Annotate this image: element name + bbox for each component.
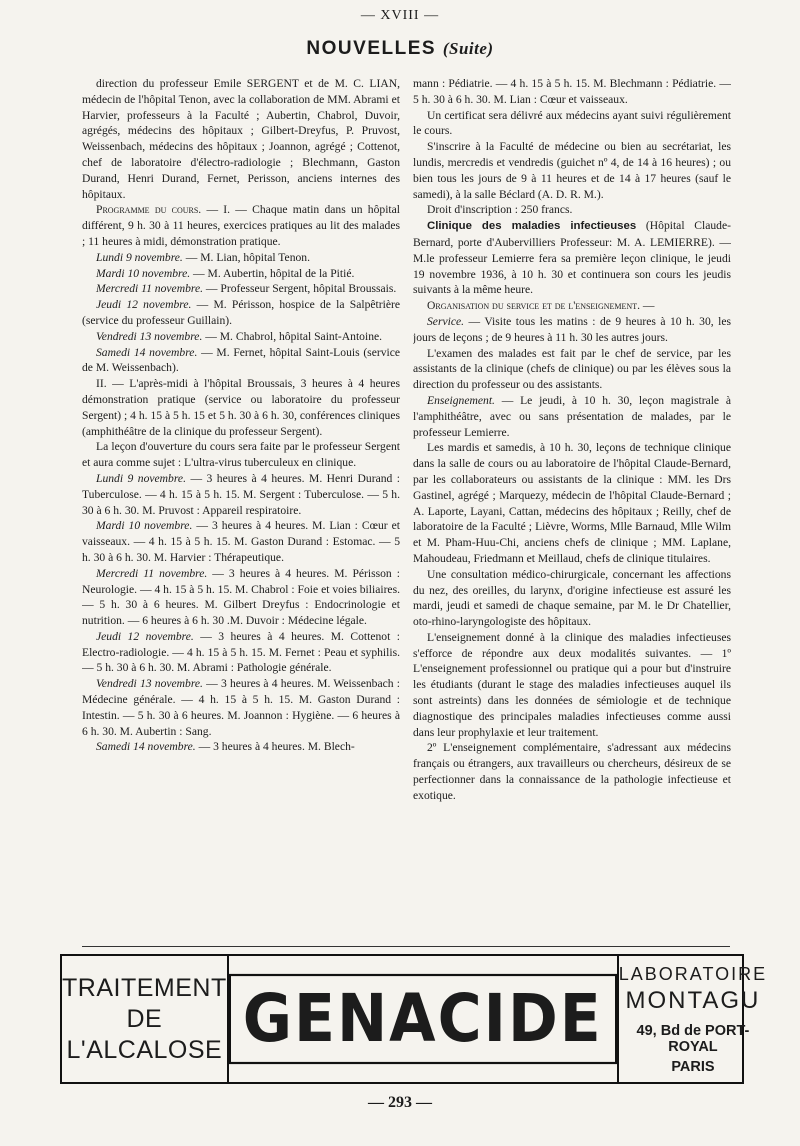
paragraph-text: 2º L'enseignement complémentaire, s'adressant aux médecins français ou étrangers, aux travailleurs ou chercheurs, désireux de se perfectionner dans la connaissance de la pathologie infectieuse et exotique. xyxy=(413,741,731,802)
paragraph xyxy=(413,567,731,630)
paragraph xyxy=(413,108,731,140)
page-number: — 293 — xyxy=(368,1094,432,1111)
paragraph-text: L'examen des malades est fait par le chef de service, par les assistants de la clinique (chefs de clinique) ou par les élèves sous la direction du professeur ou des assistants. xyxy=(413,346,731,392)
paragraph-text: mann : Pédiatrie. — 4 h. 15 à 5 h. 15. M. Blechmann : Pédiatrie. — 5 h. 30 à 6 h. 30. M. Lian : Cœur et vaisseaux. xyxy=(413,77,731,106)
heading-suite: (Suite) xyxy=(442,39,494,58)
paragraph-text: La leçon d'ouverture du cours sera faite par le professeur Sergent et aura comme sujet : L'ultra-virus tuberculeux en clinique. xyxy=(82,440,400,470)
italic-lead: Mardi 10 novembre. xyxy=(96,266,191,280)
paragraph xyxy=(413,314,731,346)
paragraph xyxy=(82,250,400,266)
paragraph-text: — 3 heures à 4 heures. M. Périsson : Neurologie. — 4 h. 15 à 5 h. 15. M. Chabrol : Foie et voies biliaires. — 5 h. 30 à 6 heures. M. Gilbert Dreyfus : Endocrinologie et nutrition. — 6 heures à 6 h. 30 .M. Duvoir : Médecine légale. xyxy=(82,566,400,628)
heading-title: NOUVELLES xyxy=(306,38,437,59)
italic-lead: Enseignement. xyxy=(427,393,495,407)
paragraph xyxy=(413,440,731,566)
paragraph-text: II. — L'après-midi à l'hôpital Broussais, 3 heures à 4 heures démonstration pratique (service ou laboratoire du professeur Sergent) ; 4 h. 15 à 5 h. 15 et 5 h. 30 à 6 h. 30, conférences cliniques (amphithéâtre de la clinique du professeur Sergent). xyxy=(82,377,400,438)
paragraph-text: — M. Lian, hôpital Tenon. xyxy=(182,250,310,264)
paragraph xyxy=(413,218,731,298)
ad-right-line2: MONTAGU xyxy=(625,986,761,1014)
ad-left-line1: TRAITEMENT xyxy=(62,973,227,1002)
paragraph-text: — M. Aubertin, hôpital de la Pitié. xyxy=(190,266,355,280)
paragraph-text: direction du professeur Emile SERGENT et de M. C. LIAN, médecin de l'hôpital Tenon, avec la collaboration de MM. Abrami et Harvier, professeurs à la Faculté ; Aubertin, Chabrol, Duvoir, agrégés, médecins des hôpitaux ; Gilbert-Dreyfus, P. Pruvost, Weissenbach, médecins des hôpitaux ; Joannon, agrégé ; Cottenot, chef de laboratoire d'électro-radiologie ; Blechmann, Gaston Durand, Henri Durand, Fernet, Perisson, anciens internes des hôpitaux. xyxy=(82,77,400,201)
paragraph xyxy=(82,329,400,345)
italic-lead: Jeudi 12 novembre. xyxy=(96,629,194,643)
ad-left-panel xyxy=(62,956,229,1082)
paragraph-text: — Professeur Sergent, hôpital Broussais. xyxy=(203,282,397,296)
ad-right-panel xyxy=(619,956,767,1082)
roman-page-number: — XVIII — xyxy=(360,8,440,23)
paragraph xyxy=(82,297,400,329)
paragraph-text: — 3 heures à 4 heures. M. Cottenot : Electro-radiologie. — 4 h. 15 à 5 h. 15. M. Fernet : Peau et syphilis. — 5 h. 30 à 6 h. 30. M. Abrami : Pathologie générale. xyxy=(82,629,400,675)
section-heading xyxy=(0,38,800,60)
ad-right-line1: LABORATOIRE xyxy=(618,963,768,984)
small-caps-lead: Organisation du service et de l'enseignement. xyxy=(427,299,640,313)
paragraph xyxy=(413,740,731,803)
paragraph-text: — Visite tous les matins : de 9 heures à 10 h. 30, les jours de leçons ; de 9 heures à 11 h. 30 les autres jours. xyxy=(413,314,731,344)
italic-lead: Mercredi 11 novembre. xyxy=(96,566,208,580)
italic-lead: Samedi 14 novembre. xyxy=(96,740,196,754)
paragraph-text: Les mardis et samedis, à 10 h. 30, leçons de technique clinique dans la salle de cours ou au laboratoire de l'hôpital Claude-Bernard, par les collaborateurs ou assistants de la clinique : MM. les Drs Gastinel, agrégé ; Marquezy, médecin de l'hôpital Claude-Bernard ; A. Laporte, Layani, Cattan, médecins des hôpitaux ; Reilly, chef de laboratoire de la Faculté ; Lièvre, Worms, Mlle Barnaud, Mlle Wilm et M. Pham-Huu-Chi, anciens chefs de clinique ; MM. Laplane, Mahoudeau, Friedmann et Meillaud, chefs de clinique titulaires. xyxy=(413,441,731,565)
ad-left-line3: L'ALCALOSE xyxy=(66,1035,223,1064)
paragraph-text: — 3 heures à 4 heures. M. Lian : Cœur et vaisseaux. — 4 h. 15 à 5 h. 15. M. Gaston Durand : Estomac. — 5 h. 30 à 6 h. 30. M. Harvier : Thérapeutique. xyxy=(82,519,400,564)
paragraph xyxy=(82,376,400,439)
ad-brand-name: GENACIDE xyxy=(229,974,617,1064)
paragraph-text: — I. — Chaque matin dans un hôpital différent, 9 h. 30 à 11 heures, exercices pratiques au lit des malades ; 11 heures à midi, démonstration pratique. xyxy=(82,203,400,248)
paragraph-text: — M. Chabrol, hôpital Saint-Antoine. xyxy=(202,329,383,343)
paragraph-text: — M. Périsson, hospice de la Salpêtrière (service du professeur Guillain). xyxy=(82,298,400,327)
paragraph-text: — 3 heures à 4 heures. M. Blech- xyxy=(195,740,355,754)
paragraph-text: Une consultation médico-chirurgicale, concernant les affections du nez, des oreilles, du larynx, d'origine infectieuse est assuré les mardi, jeudi et samedi de chaque semaine, par M. le Dr Chatellier, oto-rhino-laryngologiste des hôpitaux. xyxy=(413,567,731,629)
paragraph xyxy=(82,739,400,755)
paragraph xyxy=(413,139,731,202)
ad-center-panel xyxy=(229,956,619,1082)
paragraph xyxy=(82,345,400,377)
paragraph-text: — M. Fernet, hôpital Saint-Louis (service de M. Weissenbach). xyxy=(82,345,400,375)
italic-lead: Mardi 10 novembre. xyxy=(96,519,193,533)
italic-lead: Samedi 14 novembre. xyxy=(96,345,198,359)
paragraph xyxy=(413,298,731,314)
paragraph xyxy=(82,76,400,202)
paragraph xyxy=(82,676,400,739)
italic-lead: Vendredi 13 novembre. xyxy=(96,677,203,691)
italic-lead: Mercredi 11 novembre. xyxy=(96,282,203,296)
column-bottom-rule xyxy=(82,946,730,947)
paragraph-text: — Le jeudi, à 10 h. 30, leçon magistrale à l'amphithéâtre, avec ou sans présentation de malades, par le professeur Lemierre. xyxy=(413,393,731,439)
italic-lead: Service. xyxy=(427,314,465,328)
ad-right-line4: PARIS xyxy=(671,1058,715,1075)
paragraph xyxy=(413,76,731,108)
paragraph xyxy=(82,629,400,676)
paragraph-text: (Hôpital Claude-Bernard, porte d'Aubervilliers Professeur: M. A. LEMIERRE). — M.le professeur Lemierre fera sa première leçon clinique, le jeudi 19 novembre 1936, à 10 h. 30 et continuera son cours les jeudis suivants à la même heure. xyxy=(413,219,731,297)
ad-right-line3: 49, Bd de PORT-ROYAL xyxy=(636,1022,750,1055)
paragraph-text: — 3 heures à 4 heures. M. Weissenbach : Médecine générale. — 4 h. 15 à 5 h. 15. M. Gaston Durand : Intestin. — 5 h. 30 à 6 heures. M. Joannon : Hygiène. — 6 heures à 6 h. 30. M. Aubertin : Sang. xyxy=(82,677,400,738)
paragraph xyxy=(82,281,400,297)
paragraph-text: Un certificat sera délivré aux médecins ayant suivi régulièrement le cours. xyxy=(413,108,731,138)
paragraph xyxy=(82,566,400,629)
paragraph-text: L'enseignement donné à la clinique des maladies infectieuses s'efforce de répondre aux deux modalités suivantes. — 1º L'enseignement professionnel ou pratique qui a pour but d'instruire les étudiants (durant le stage des maladies infectieuses auquel ils sont astreints) dans les données de sémiologie et de technique diagnostique des principales maladies infectieuses comme aussi dans leur prophylaxie et leur traitement. xyxy=(413,630,731,739)
bold-lead: Clinique des maladies infectieuses xyxy=(427,220,637,233)
paragraph xyxy=(413,346,731,393)
paragraph xyxy=(82,202,400,249)
paragraph-text: — 3 heures à 4 heures. M. Henri Durand : Tuberculose. — 4 h. 15 à 5 h. 15. M. Sergent : Tuberculose. — 5 h. 30 à 6 h. 30. M. Pruvost : Appareil respiratoire. xyxy=(82,471,400,517)
paragraph xyxy=(82,439,400,471)
paragraph xyxy=(82,518,400,565)
paragraph-text: — xyxy=(639,299,655,313)
paragraph xyxy=(413,202,731,218)
paragraph xyxy=(413,630,731,741)
small-caps-lead: Programme du cours. xyxy=(96,203,202,217)
paragraph-text: S'inscrire à la Faculté de médecine ou bien au secrétariat, les lundis, mercredis et vendredis (guichet nº 4, de 14 à 16 heures) ; ou bien tous les jours de 9 à 11 heures et de 14 à 17 heures (sauf le samedi), à la salle Béclard (A. D. R. M.). xyxy=(413,140,731,201)
left-column xyxy=(82,76,400,944)
paragraph xyxy=(82,471,400,518)
advertisement-box xyxy=(60,954,768,1084)
italic-lead: Lundi 9 novembre. xyxy=(96,250,183,264)
paragraph-text: Droit d'inscription : 250 francs. xyxy=(427,203,573,217)
italic-lead: Lundi 9 novembre. xyxy=(96,471,186,485)
right-column xyxy=(413,76,731,944)
paragraph xyxy=(82,266,400,282)
italic-lead: Vendredi 13 novembre. xyxy=(96,329,203,343)
ad-left-line2: DE xyxy=(126,1004,163,1033)
paragraph xyxy=(413,393,731,440)
italic-lead: Jeudi 12 novembre. xyxy=(96,298,192,312)
